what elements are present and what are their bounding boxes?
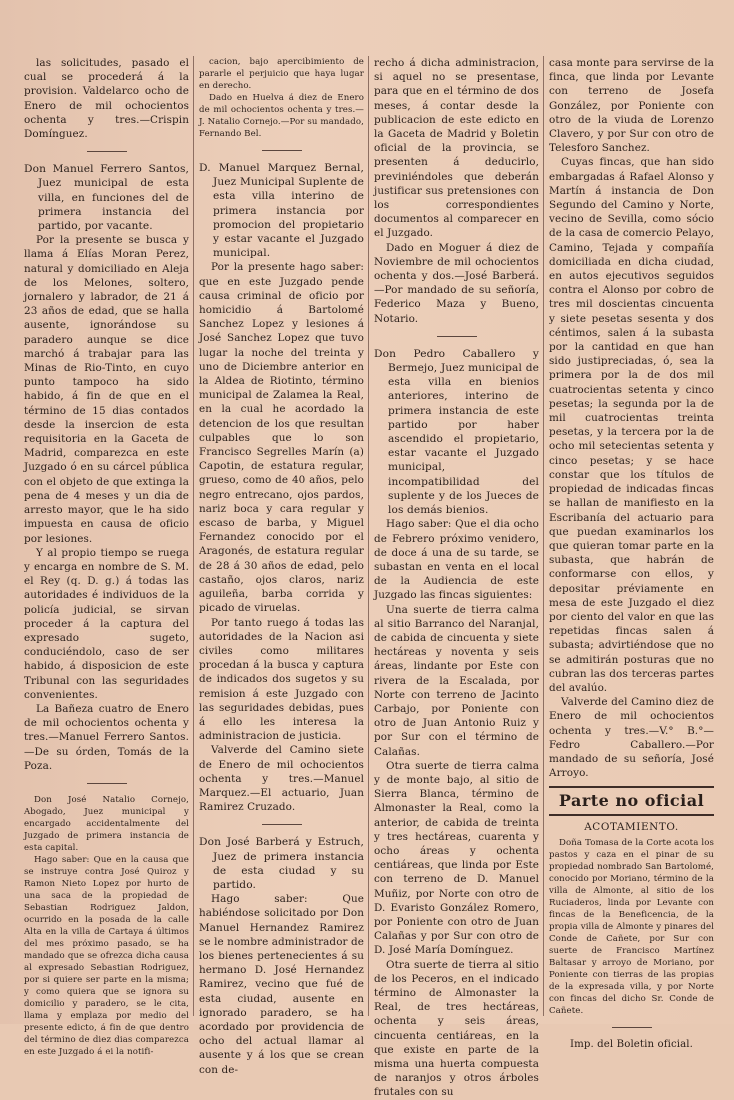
column-2	[199, 56, 365, 1076]
small-print-notice	[199, 56, 364, 140]
notice-heading-name: Don Pedro Caballero y Bermejo,	[374, 347, 539, 375]
article-paragraph: Una suerte de tierra calma al sitio Barranco del Naranjal, de cabida de cincuenta y siete hectáreas y noventa y seis áreas, lindante por Este con rivera de la Escalada, por Norte con terreno de Jacinto Carbajo, por Poniente con otro de Juan Antonio Ruiz y por Sur con el término de Calañas.	[374, 603, 539, 758]
notice-heading-title: Juez municipal de esta villa, en funciones del de primera instancia del partido, por vacante.	[38, 177, 189, 233]
small-print-paragraph: Dado en Huelva á diez de Enero de mil ochocientos ochenta y tres.—J. Natalio Cornejo.—Por su mandado, Fernando Bel.	[199, 93, 364, 139]
article-paragraph: Valverde del Camino siete de Enero de mil ochocientos ochenta y tres.—Manuel Marquez.—El actuario, Juan Ramirez Cruzado.	[199, 744, 364, 814]
small-print-notice	[24, 794, 189, 1058]
section-divider	[262, 824, 302, 825]
article-paragraph: casa monte para servirse de la finca, que linda por Levante con terreno de Josefa González, por Poniente con otro de la viuda de Lorenzo Clavero, y por Sur con otro de Telesforo Sanchez.	[549, 57, 714, 155]
notice-heading-name: D. Manuel Marquez Bernal,	[199, 162, 364, 174]
printer-imprint: Imp. del Boletin oficial.	[570, 1038, 693, 1050]
section-divider	[87, 783, 127, 784]
columns-container	[24, 56, 720, 1099]
article-paragraph: Hago saber: Que el dia ocho de Febrero próximo venidero, de doce á una de su tarde, se subastan en venta en el local de la Audiencia de este Juzgado las fincas siguientes:	[374, 518, 539, 602]
section-divider	[87, 151, 127, 152]
article-paragraph: La Bañeza cuatro de Enero de mil ochocientos ochenta y tres.—Manuel Ferrero Santos.—De su órden, Tomás de la Poza.	[24, 702, 189, 772]
article-paragraph: Valverde del Camino diez de Enero de mil ochocientos ochenta y tres.—V.° B.°—Fedro Caballero.—Por mandado de su señoría, José Arroyo.	[549, 696, 714, 780]
article-paragraph: Dado en Moguer á diez de Noviembre de mil ochocientos ochenta y dos.—José Barberá.—Por mandado de su señoría, Federico Maza y Bueno, Notario.	[374, 241, 539, 325]
notice-heading-title: Juez municipal de esta villa en bienios anteriores, interino de primera instancia de este partido por haber ascendido el propietario, estar vacante el Juzgado municipal, incompatibilidad del suplente y de los Jueces de los demás bienios.	[388, 362, 539, 517]
small-print-notice	[549, 837, 714, 1017]
section-divider	[262, 150, 302, 151]
section-banner-title: Parte no oficial	[558, 791, 705, 811]
notice-heading-title: Juez Municipal Suplente de esta villa interino de primera instancia por promocion del propietario y estar vacante el Juzgado municipal.	[213, 176, 364, 260]
small-print-paragraph: cacion, bajo apercibimiento de pararle el perjuicio que haya lugar en derecho.	[199, 57, 364, 91]
notice-heading-name: Don José Barberá y Estruch,	[199, 836, 364, 849]
small-print-paragraph: Don José Natalio Cornejo, Abogado, Juez municipal y encargado accidentalmente del Juzgado de primera instancia de esta capital.	[24, 794, 189, 853]
article-paragraph: Otra suerte de tierra al sitio de los Peceros, en el indicado término de Almonaster la Real, de tres hectáreas, ochenta y seis áreas, cincuenta centiáreas, en la que existe en parte de la misma una huerta compuesta de naranjos y otros árboles frutales con su	[374, 958, 539, 1099]
section-divider	[437, 336, 477, 337]
article-paragraph: Por la presente hago saber: que en este Juzgado pende causa criminal de oficio por homicidio á Bartolomé Sanchez Lopez y lesiones á José Sanchez Lopez que tuvo lugar la noche del treinta y uno de Diciembre anterior en la Aldea de Riotinto, término municipal de Zalamea la Real, en la cual he acordado la detencion de los que resultan culpables que lo son Francisco Segrelles Marín (a) Capotin, de estatura regular, grueso, como de 40 años, pelo negro entrecano, ojos pardos, nariz boca y cara regular y escaso de barba, y Miguel Fernandez conocido por el Aragonés, de estatura regular de 28 á 30 años de edad, pelo castaño, ojos claros, nariz aguileña, barba corrida y picado de viruelas.	[199, 261, 364, 615]
small-print-paragraph: Hago saber: Que en la causa que se instruye contra José Quiroz y Ramon Nieto Lopez por hurto de una saca de la propiedad de Sebastian Rodriguez Jaldon, ocurrido en la posada de la calle Alta en la villa de Cartaya á últimos del mes próximo pasado, se ha mandado que se ofrezca dicha causa al expresado Sebastian Rodriguez, por si quiere ser parte en la misma; y como quiera que se ignora su domicilio y paradero, se le cita, llama y emplaza por medio del presente edicto, á fin de que dentro del término de diez dias comparezca en este Juzgado á ei la notifi-	[24, 854, 189, 1057]
notice-heading	[199, 161, 364, 260]
article-paragraph: Y al propio tiempo se ruega y encarga en nombre de S. M. el Rey (q. D. g.) á todas las autoridades é individuos de la policía judicial, se sirvan proceder á la captura del expresado sugeto, conduciéndolo, caso de ser habido, á disposicion de este Tribunal con las seguridades convenientes.	[24, 546, 189, 701]
notice-heading	[199, 835, 364, 892]
notice-title: ACOTAMIENTO.	[584, 821, 679, 834]
notice-heading-name: Don Manuel Ferrero Santos,	[24, 163, 189, 176]
column-3	[374, 56, 539, 1099]
article-paragraph: Hago saber: Que habiéndose solicitado por Don Manuel Hernandez Ramirez se le nombre administrador de los bienes pertenecientes á su hermano D. José Hernandez Ramirez, vecino que fué de esta ciudad, ausente en ignorado paradero, se ha acordado por providencia de ocho del actual llamar al ausente y á los que se crean con de-	[199, 893, 365, 1076]
article-paragraph: Por tanto ruego á todas las autoridades de la Nacion asi civiles como militares procedan á la busca y captura de indicados dos sugetos y su remision á este Juzgado con las seguridades debidas, pues á ello les interesa la administracion de justicia.	[199, 616, 364, 743]
article-paragraph: las solicitudes, pasado el cual se procederá á la provision. Valdelarco ocho de Enero de mil ochocientos ochenta y tres.—Crispin Domínguez.	[24, 57, 189, 141]
column-4	[549, 56, 714, 1050]
section-banner	[549, 786, 714, 816]
small-print-paragraph: Doña Tomasa de la Corte acota los pastos y caza en el pinar de su propiedad nombrado San Bartolomé, conocido por Moriano, término de la villa de Almonte, al sitio de los Ruciaderos, linda por Levante con fincas de la Beneficencia, de la propia villa de Almonte y pinares del Conde de Cañete, por Sur con suerte de Francisco Martínez Baltasar y arroyo de Moriano, por Poniente con tierras de las propias de la expresada villa, y por Norte con fincas del dicho Sr. Conde de Cañete.	[549, 837, 714, 1016]
notice-heading-title: Juez de primera instancia de esta ciudad y su partido.	[213, 850, 364, 891]
notice-heading	[374, 347, 539, 517]
article-paragraph: Cuyas fincas, que han sido embargadas á Rafael Alonso y Martín á instancia de Don Segundo del Camino y Norte, vecino de Sevilla, como sócio de la casa de comercio Pelayo, Camino, Tejada y compañía domiciliada en dicha ciudad, en autos ejecutivos seguidos contra el Alonso por cobro de tres mil doscientas cincuenta y siete pesetas sesenta y dos céntimos, salen á la subasta por la cantidad en que han sido justipreciadas, ó, sea la primera por la de dos mil cuatrocientas setenta y cinco pesetas; la segunda por la de mil cuatrocientas treinta pesetas, y la tercera por la de ocho mil setecientas setenta y cinco pesetas; y se hace constar que los títulos de propiedad de indicadas fincas se hallan de manifiesto en la Escribanía del actuario para que puedan examinarlos los que quieran tomar parte en la subasta, que habrán de conformarse con ellos, y depositar préviamente en mesa de este Juzgado el diez por ciento del valor en que las repetidas fincas salen á subasta; advirtiéndose que no se admitirán posturas que no cubran las dos terceras partes del avalúo.	[549, 156, 714, 694]
notice-heading	[24, 162, 189, 233]
article-paragraph: Otra suerte de tierra calma y de monte bajo, al sitio de Sierra Blanca, término de Almonaster la Real, como la anterior, de cabida de treinta y tres hectáreas, cuarenta y ocho áreas y ochenta centiáreas, que linda por Este con terreno de D. Manuel Muñiz, por Norte con otro de D. Evaristo González Romero, por Poniente con otro de Juan Calañas y por Sur con otro de D. José María Domínguez.	[374, 759, 539, 957]
column-1	[24, 56, 189, 1057]
article-paragraph: recho á dicha administracion, si aquel no se presentase, para que en el término de dos meses, á contar desde la publicacion de este edicto en la Gaceta de Madrid y Boletin oficial de la provincia, se presenten á deducirlo, previniéndoles que deberán justificar sus pretensiones con los correspondientes documentos al comparecer en el Juzgado.	[374, 57, 539, 240]
article-paragraph: Por la presente se busca y llama á Elías Moran Perez, natural y domiciliado en Aleja de los Melones, soltero, jornalero y labrador, de 21 á 23 años de edad, que se halla ausente, ignorándose su paradero aunque se dice marchó á trabajar para las Minas de Rio-Tinto, en cuyo punto tampoco ha sido habido, á fin de que en el término de 15 dias contados desde la insercion de esta requisitoria en la Gaceta de Madrid, comparezca en este Juzgado ó en su cárcel pública con el objeto de que extinga la pena de 4 meses y un dia de arresto mayor, que le ha sido impuesta en causa de oficio por lesiones.	[24, 234, 189, 545]
section-divider	[612, 1027, 652, 1028]
